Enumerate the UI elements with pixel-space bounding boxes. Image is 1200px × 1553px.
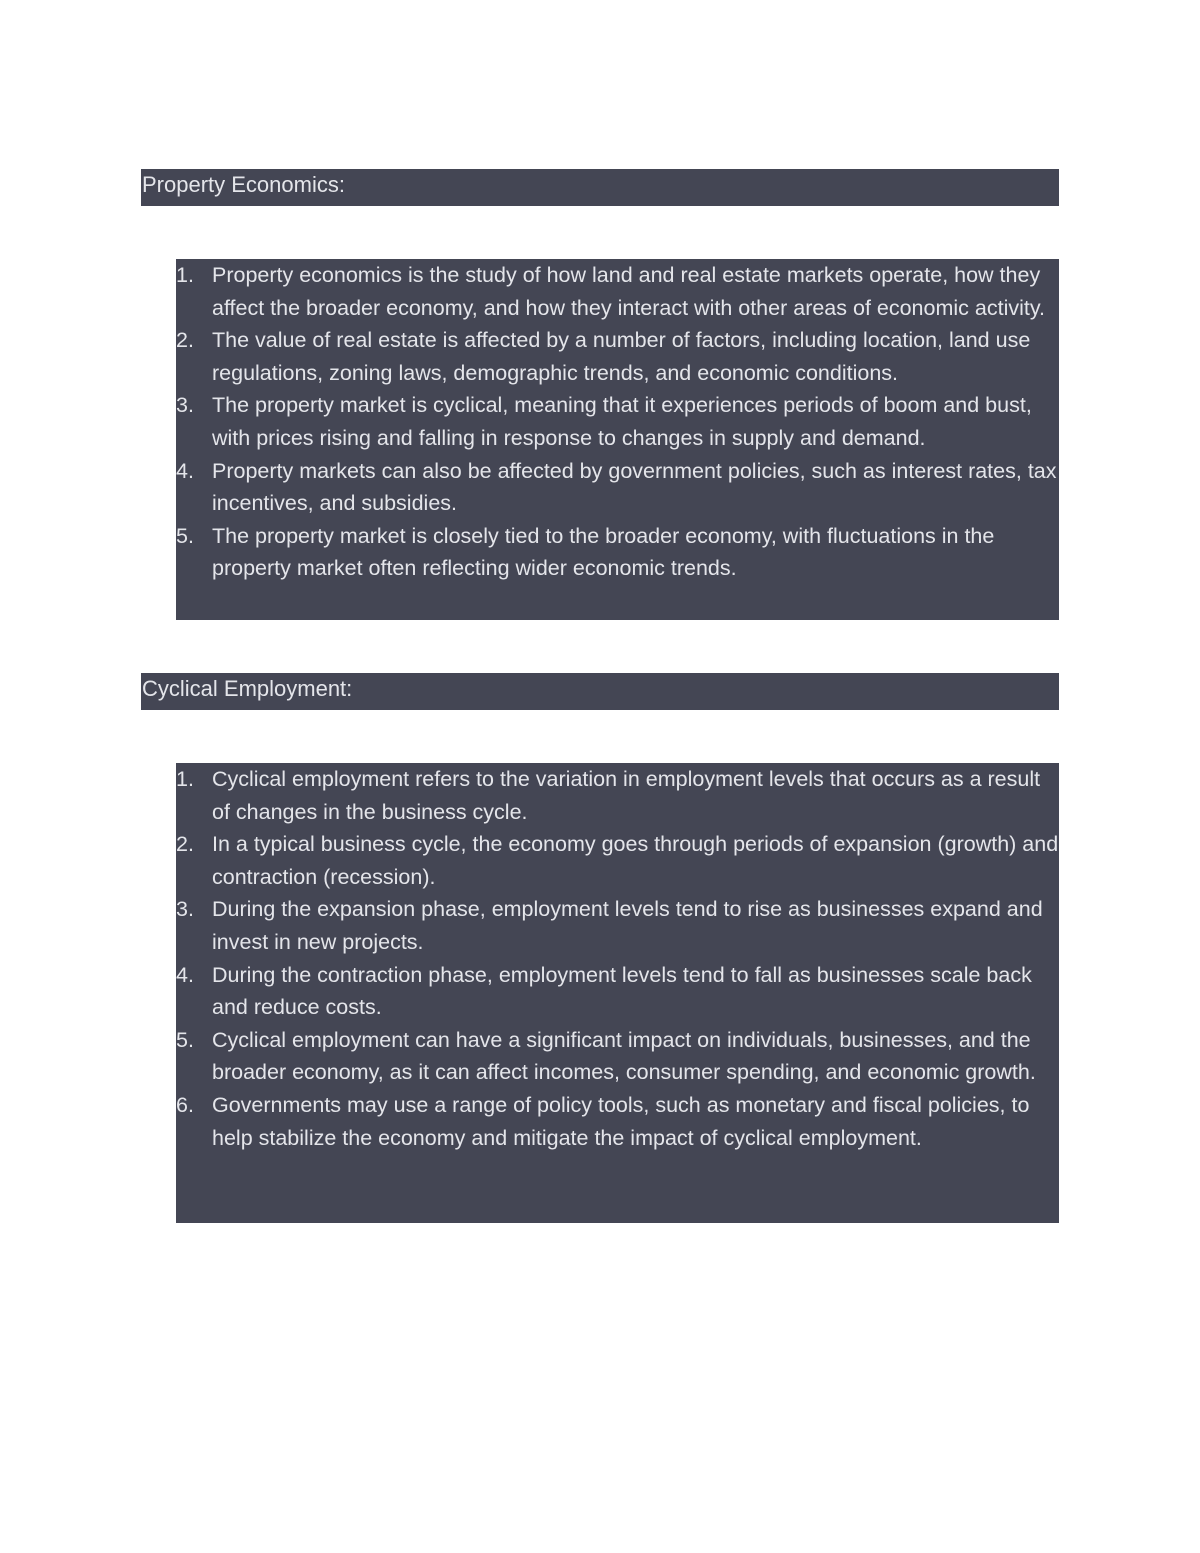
list-item — [176, 828, 1059, 893]
list-item-text: In a typical business cycle, the economy goes through periods of expansion (growth) and contraction (recession). — [212, 832, 1059, 889]
property-economics-list — [176, 259, 1059, 620]
list-item-text: Cyclical employment can have a significant impact on individuals, businesses, and the broader economy, as it can affect incomes, consumer spending, and economic growth. — [212, 1027, 1036, 1085]
list-item — [176, 455, 1059, 520]
list-item — [176, 1089, 1059, 1154]
list-item-number: 6. — [176, 1092, 194, 1117]
list-item-text: The property market is closely tied to the broader economy, with fluctuations in the property market often reflecting wider economic trends. — [212, 523, 995, 581]
list-item-text: During the contraction phase, employment levels tend to fall as businesses scale back and reduce costs. — [212, 962, 1032, 1020]
list-item — [176, 520, 1059, 585]
list-item — [176, 389, 1059, 454]
list-item-number: 1. — [176, 263, 194, 287]
list-item-text: Cyclical employment refers to the variation in employment levels that occurs as a result of changes in the business cycle. — [212, 767, 1041, 824]
list-item-number: 1. — [176, 767, 194, 791]
section-heading-cyclical-employment: Cyclical Employment: — [141, 673, 1059, 710]
list-item-text: Property markets can also be affected by government policies, such as interest rates, tax incentives, and subsidies. — [212, 458, 1057, 516]
list-item — [176, 324, 1059, 389]
list-item-text: The property market is cyclical, meaning that it experiences periods of boom and bust, with prices rising and falling in response to changes in supply and demand. — [212, 393, 1032, 450]
list-item — [176, 763, 1059, 828]
list-item-number: 3. — [176, 897, 194, 922]
list-item — [176, 959, 1059, 1024]
list-item-number: 4. — [176, 962, 194, 987]
list-item — [176, 1024, 1059, 1089]
list-item-number: 5. — [176, 1027, 194, 1052]
list-item-text: Property economics is the study of how land and real estate markets operate, how they affect the broader economy, and how they interact with other areas of economic activity. — [212, 263, 1045, 320]
list-item-number: 2. — [176, 328, 194, 353]
list-item-number: 3. — [176, 393, 194, 418]
list-item-text: During the expansion phase, employment levels tend to rise as businesses expand and invest in new projects. — [212, 897, 1043, 954]
list-item-number: 5. — [176, 523, 194, 548]
list-item-number: 4. — [176, 458, 194, 483]
cyclical-employment-list — [176, 763, 1059, 1223]
list-item-text: The value of real estate is affected by a number of factors, including location, land use regulations, zoning laws, demographic trends, and economic conditions. — [212, 328, 1031, 385]
list-item — [176, 893, 1059, 958]
list-item — [176, 259, 1059, 324]
list-item-text: Governments may use a range of policy tools, such as monetary and fiscal policies, to help stabilize the economy and mitigate the impact of cyclical employment. — [212, 1092, 1030, 1150]
list-item-number: 2. — [176, 832, 194, 857]
section-heading-property-economics: Property Economics: — [141, 169, 1059, 206]
